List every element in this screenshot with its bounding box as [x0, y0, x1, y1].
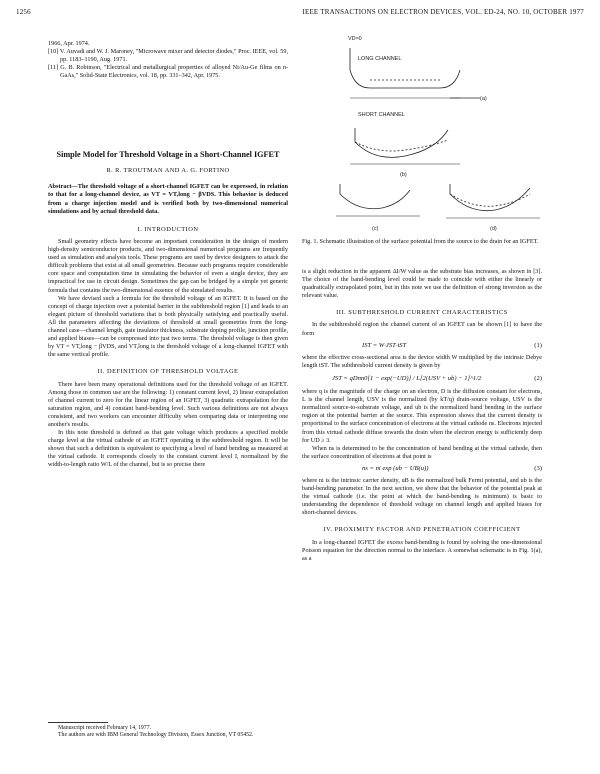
potential-curve — [355, 128, 448, 157]
equation-2-body: JST = qDnn0[1 − exp(−UD)] / L[2(USV + ub) − 1]^1/2 — [332, 374, 482, 382]
subthreshold-paragraph-3: where q is the magnitude of the charge on an electron, D is the diffusion constant for electrons, L is the channel length, USV is the normalized (by kT/q) drain-source voltage, USV is the normalized source-to-substrate voltage, and ub is the normalized band bending in the surface region at the potential barrier at the source. This expression shows that the current density is proportional to the surface concentration of electrons at the virtual cathode ns. Electrons injected from this virtual cathode diffuse towards the drain when the electron energy is sufficiently deep for UD ≥ 3. — [302, 388, 542, 444]
article-head — [48, 150, 288, 470]
footnote-affiliation: The authors are with IBM General Technology Division, Essex Junction, VT 05452. — [58, 732, 254, 739]
equation-1-body: IST = W·JST·tST — [362, 341, 407, 349]
potential-curve-dashed — [450, 194, 530, 206]
right-column — [302, 268, 542, 563]
equation-3 — [302, 465, 542, 473]
subthreshold-paragraph-5: where ni is the intrinsic carrier density, uB is the normalized bulk Fermi potential, and ub is the band-bending parameter. In the next section, we show that the behavior of the potential peak at the virtual cathode (i.e. the point at which the band-bending is minimum) is basic to understanding the dependence of threshold voltage on channel length and applied biases for short-channel devices. — [302, 476, 542, 517]
abstract: Abstract—The threshold voltage of a short-channel IGFET can be expressed, in relation to that for a long-channel device, as VT = VT,long − βVDS. This behavior is deduced from a charge injection model and is verified both by two-dimensional numerical simulations and by actual threshold data. — [48, 183, 288, 215]
subthreshold-paragraph-4: When ns is determined to be the concentration of band bending at the virtual cathode, then the surface concentration of electrons at that point is — [302, 444, 542, 460]
page-number: 1256 — [16, 8, 31, 16]
article-authors: R. R. TROUTMAN AND A. G. FORTINO — [106, 167, 230, 174]
subthreshold-paragraph-1: In the subthreshold region the channel current of an IGFET can be shown [1] to have the form — [302, 321, 542, 337]
proximity-paragraph-1: In a long-channel IGFET the excess band-bending is found by solving the one-dimensional Poisson equation for the direction normal to the interface. A somewhat schematic is in Fig. 1(a), as a — [302, 538, 542, 562]
subthreshold-paragraph-2: where the effective cross-sectional area is the device width W multiplied by the intrinsic Debye length tST. The subthreshold current density is given by — [302, 353, 542, 369]
section-heading-intro: I. INTRODUCTION — [137, 225, 199, 233]
figure-tag-a: (a) — [480, 96, 487, 102]
potential-curve — [340, 184, 410, 209]
equation-1-number: (1) — [534, 341, 542, 349]
reference-list — [48, 40, 288, 80]
section-heading-definition: II. DEFINITION OF THRESHOLD VOLTAGE — [97, 368, 239, 376]
figure-panel-d — [446, 184, 540, 218]
figure-caption: Fig. 1. Schematic illustration of the surface potential from the source to the drain for an IGFET. — [302, 238, 539, 245]
figure-label-d: (d) — [490, 226, 497, 232]
figure-label-b-top: SHORT CHANNEL — [358, 112, 405, 118]
reference-item: [10] V. Auvadi and W. J. Maroney, "Microwave mixer and detector diodes," Proc. IEEE, vol. 59, pp. 1183–1190, Aug. 1971. — [48, 48, 288, 64]
potential-curve — [350, 48, 460, 88]
equation-2 — [302, 375, 542, 383]
figure-label-c: (c) — [372, 226, 379, 232]
section-heading-proximity: IV. PROXIMITY FACTOR AND PENETRATION COEFFICIENT — [323, 526, 521, 534]
article-title: Simple Model for Threshold Voltage in a Short-Channel IGFET — [56, 150, 280, 159]
potential-curve-dashed — [355, 140, 448, 151]
figure-label-b: (b) — [400, 172, 407, 178]
definition-paragraph-2: In this note threshold is defined as that gate voltage which produces a specified mobile charge level at the virtual cathode of an IGFET operating in the subthreshold region. It will be shown that such a definition is equivalent to specifying a level of band bending as measured at the virtual cathode. It corresponds closely to the constant current level I, normalized by the width-to-length ratio W/L of the channel, but is so precise there — [48, 429, 288, 469]
section-heading-subthreshold: III. SUBTHRESHOLD CURRENT CHARACTERISTICS — [336, 309, 508, 317]
equation-3-body: ns = ni exp (ub − UB(u)) — [362, 464, 429, 472]
footnote-rule — [48, 722, 108, 723]
intro-paragraph-1: Small geometry effects have become an important consideration in the design of modern high-density semiconductor products, and two-dimensional numerical programs are frequently used as simulation and analysis tools. These programs are used by device designers to attack the difficult problems that exist at all small geometries. Because such programs require considerable core space and computation time in simulating the behavior of even a single device, they are impractical for use in circuit design. Sometimes the gap can be bridged by a simple yet generic formula that contains the two-dimensional essence of the simulated results. — [48, 238, 288, 294]
journal-header: IEEE TRANSACTIONS ON ELECTRON DEVICES, VOL. ED-24, NO. 10, OCTOBER 1977 — [302, 8, 584, 16]
reference-item: 1966, Apr. 1974. — [48, 40, 90, 47]
reference-item: [11] G. B. Robinson, "Electrical and metallurgical properties of alloyed Ni/Au-Ge films on n-GaAs," Solid-State Electronics, vol. 18, pp. 331–342, Apr. 1975. — [48, 64, 288, 80]
figure-label-a-top: VD≈0 — [348, 36, 362, 42]
intro-paragraph-2: We have devised such a formula for the threshold voltage of an IGFET. It is based on the concept of charge injection over a potential barrier in the subthreshold region [1] and leads to an elegant picture of threshold variations that is both physically satisfying and practically useful. All the parameters affecting the deviations of threshold at small geometries from the long-channel case—channel length, gate insulator thickness, substrate doping profile, junction profile, and applied biases—can be compressed into just two terms. The threshold voltage is then given by VT = VT,long − βVDS, and VT,long is the threshold voltage of a long-channel IGFET with the same vertical profile. — [48, 294, 288, 359]
equation-1 — [302, 342, 542, 350]
intro-continued: is a slight reduction in the apparent ΔI/W value as the substrate bias increases, as shown in [3]. The choice of the band-bending level could be made to coincide with either the linearly or quadratically extrapolated point, but in this note we use the definition of strong inversion as the relevant value. — [302, 268, 542, 300]
figure-panel-b — [350, 128, 460, 164]
equation-2-number: (2) — [534, 374, 542, 382]
potential-curve — [450, 184, 530, 211]
footnote — [48, 722, 288, 740]
definition-paragraph-1: There have been many operational definitions used for the threshold voltage of an IGFET. Among those in common use are the following: 1) constant current level, 2) linear extrapolation of channel current to zero for the linear region of an IGFET, 3) quadratic extrapolation for the saturation region, and 4) constant band-bending level. Such various definitions are not always consistent, and two workers can encounter difficulty when comparing data or interpreting one another's results. — [48, 380, 288, 428]
figure-panel-c — [336, 184, 420, 216]
figure-1 — [330, 30, 560, 235]
equation-3-number: (3) — [534, 464, 542, 472]
footnote-received: Manuscript received February 14, 1977. — [58, 725, 152, 731]
page-header — [16, 8, 584, 20]
figure-label-a: LONG CHANNEL — [358, 56, 402, 62]
